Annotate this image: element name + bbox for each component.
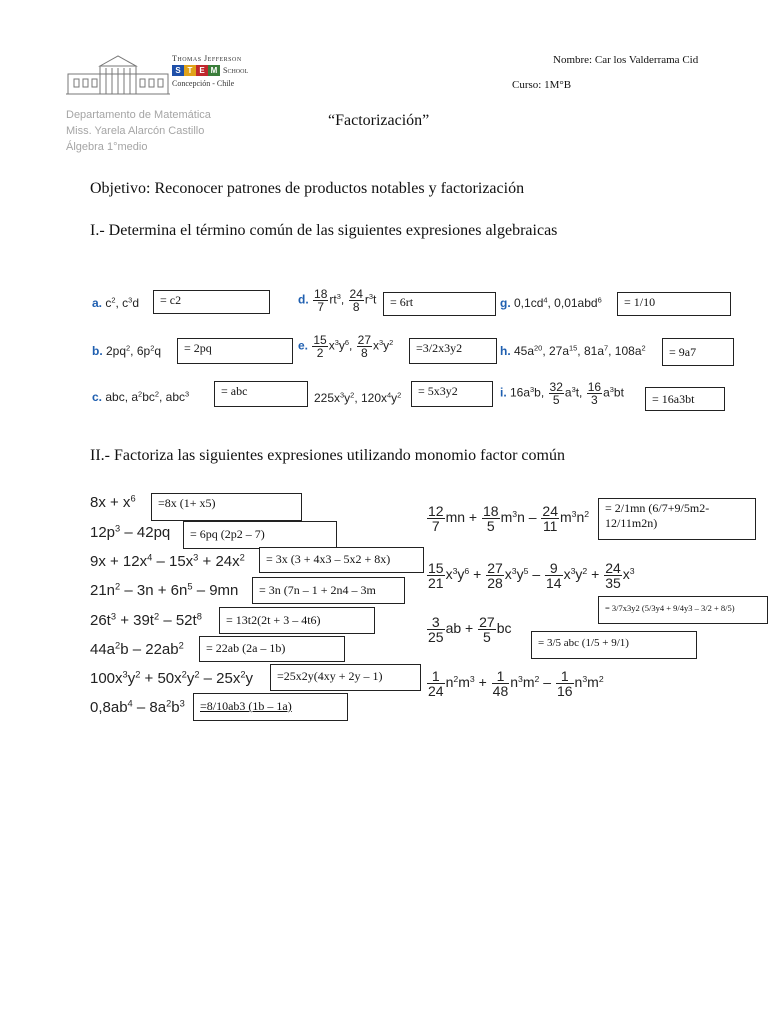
item-h-expression: h. $45a^{20}$, $27a^{15}$, $81a^7$, $108a^2$ [500, 343, 646, 358]
item-f-expression: $225x^3y^2$, $120x^4y^2$ [314, 390, 402, 405]
school-word: School [223, 66, 249, 75]
teacher: Miss. Yarela Alarcón Castillo [66, 125, 205, 137]
answer-q1-line1: = 2/1mn (6/7+9/5m2- [605, 501, 710, 515]
item-c-label: c. [92, 390, 103, 404]
ex-r1: $8x + x^6$ [90, 493, 136, 511]
school-name-line1: Thomas Jefferson [172, 54, 242, 63]
stem-letter-t: T [184, 65, 196, 76]
item-a-answer: = c2 [153, 290, 270, 314]
item-h-label: h. [500, 344, 511, 358]
answer-r7: =25x2y(4xy + 2y – 1) [270, 664, 421, 691]
course: Curso: 1M°B [512, 79, 572, 91]
item-g-answer: = 1/10 [617, 292, 731, 316]
answer-q3: = 3/5 abc (1/5 + 9/1) [531, 631, 697, 659]
subject: Álgebra 1°medio [66, 141, 148, 153]
item-g-expression: g. $0,1cd^4$, 0,01abd$^6$ [500, 295, 602, 310]
page-title: “Factorización” [328, 112, 430, 129]
answer-q1-line2: 12/11m2n) [605, 516, 658, 530]
item-e-answer: =3/2x3y2 [409, 338, 497, 364]
answer-r8: =8/10ab3 (1b – 1a) [193, 693, 348, 721]
ex-q1: $\frac{12}{7}$ mn + $\frac{18}{5}$ $m^3n$ – $\frac{24}{11}$ $m^3n^2$ [428, 503, 590, 534]
ex-r7: $100x^3y^2 + 50x^2y^2 - 25x^2y$ [90, 669, 254, 687]
item-i-label: i. [500, 385, 507, 400]
answer-q2: = 3/7x3y2 (5/3y4 + 9/4y3 – 3/2 + 8/5) [598, 596, 768, 624]
stem-badge [172, 65, 248, 76]
answer-r6: = 22ab (2a – 1b) [199, 636, 345, 662]
answer-r4: = 3n (7n – 1 + 2n4 – 3m [252, 577, 405, 604]
section1-heading: I.- Determina el término común de las siguientes expresiones algebraicas [90, 222, 558, 239]
department: Departamento de Matemática [66, 109, 211, 121]
ex-r8: $0,8ab^4 - 8a^2b^3$ [90, 698, 185, 716]
ex-r5: $26t^3 + 39t^2 - 52t^8$ [90, 611, 202, 629]
ex-r3: $9x + 12x^4 - 15x^3 + 24x^2$ [90, 552, 245, 570]
ex-r6: $44a^2b - 22ab^2$ [90, 640, 184, 658]
ex-r4: $21n^2 - 3n + 6n^5 - 9mn$ [90, 581, 239, 599]
item-i-answer: = 16a3bt [645, 387, 725, 411]
item-e-label: e. [298, 338, 309, 353]
school-city: Concepción - Chile [172, 79, 235, 88]
item-c-answer: = abc [214, 381, 308, 407]
ex-q4: $\frac{1}{24}$ $n^2m^3$ + $\frac{1}{48}$ $n^3m^2$ – $\frac{1}{16}$ $n^3m^2$ [428, 668, 604, 699]
school-building-icon [66, 52, 170, 98]
answer-r2: = 6pq (2p2 – 7) [183, 521, 337, 549]
answer-r3: = 3x (3 + 4x3 – 5x2 + 8x) [259, 547, 424, 573]
item-c-expression: c. abc, $a^2bc^2$, abc$^3$ [92, 389, 190, 404]
item-f-answer: = 5x3y2 [411, 381, 493, 407]
ex-q3: $\frac{3}{25}$ ab + $\frac{27}{5}$ bc [428, 614, 512, 645]
item-a-label: a. [92, 296, 103, 310]
student-name: Nombre: Car los Valderrama Cid [553, 54, 699, 66]
item-d-answer: = 6rt [383, 292, 496, 316]
ex-q2: $\frac{15}{21}$ $x^3y^6$ + $\frac{27}{28}$ $x^3y^5$ – $\frac{9}{14}$ $x^3y^2$ + $\frac{24}{35}$ $x^3$ [428, 560, 635, 591]
section2-heading: II.- Factoriza las siguientes expresiones utilizando monomio factor común [90, 447, 565, 464]
objective: Objetivo: Reconocer patrones de productos notables y factorización [90, 180, 525, 197]
answer-q1 [598, 498, 756, 540]
stem-letter-m: M [208, 65, 220, 76]
item-b-expression: b. $2pq^2$, $6p^2q$ [92, 343, 162, 358]
answer-r5: = 13t2(2t + 3 – 4t6) [219, 607, 375, 634]
item-d-label: d. [298, 292, 309, 307]
item-e-expression: e. $\frac{15}{2}$ $x^3y^6$, $\frac{27}{8}$ $x^3y^2$ [298, 333, 394, 360]
stem-letter-e: E [196, 65, 208, 76]
item-i-expression: i. $16a^3b$, $\frac{32}{5}$ $a^3t$, $\frac{16}{3}$ $a^3bt$ [500, 380, 624, 407]
item-b-answer: = 2pq [177, 338, 293, 364]
item-b-label: b. [92, 344, 103, 358]
stem-letter-s: S [172, 65, 184, 76]
item-a-expression: a. $c^2$, $c^3d$ [92, 295, 139, 310]
item-h-answer: = 9a7 [662, 338, 734, 366]
item-d-expression: d. $\frac{18}{7}$ $rt^3$, $\frac{24}{8}$ $r^3t$ [298, 287, 377, 314]
school-logo [66, 52, 252, 100]
answer-r1: =8x (1+ x5) [151, 493, 302, 521]
item-g-label: g. [500, 296, 511, 310]
ex-r2: $12p^3 - 42pq$ [90, 523, 171, 541]
